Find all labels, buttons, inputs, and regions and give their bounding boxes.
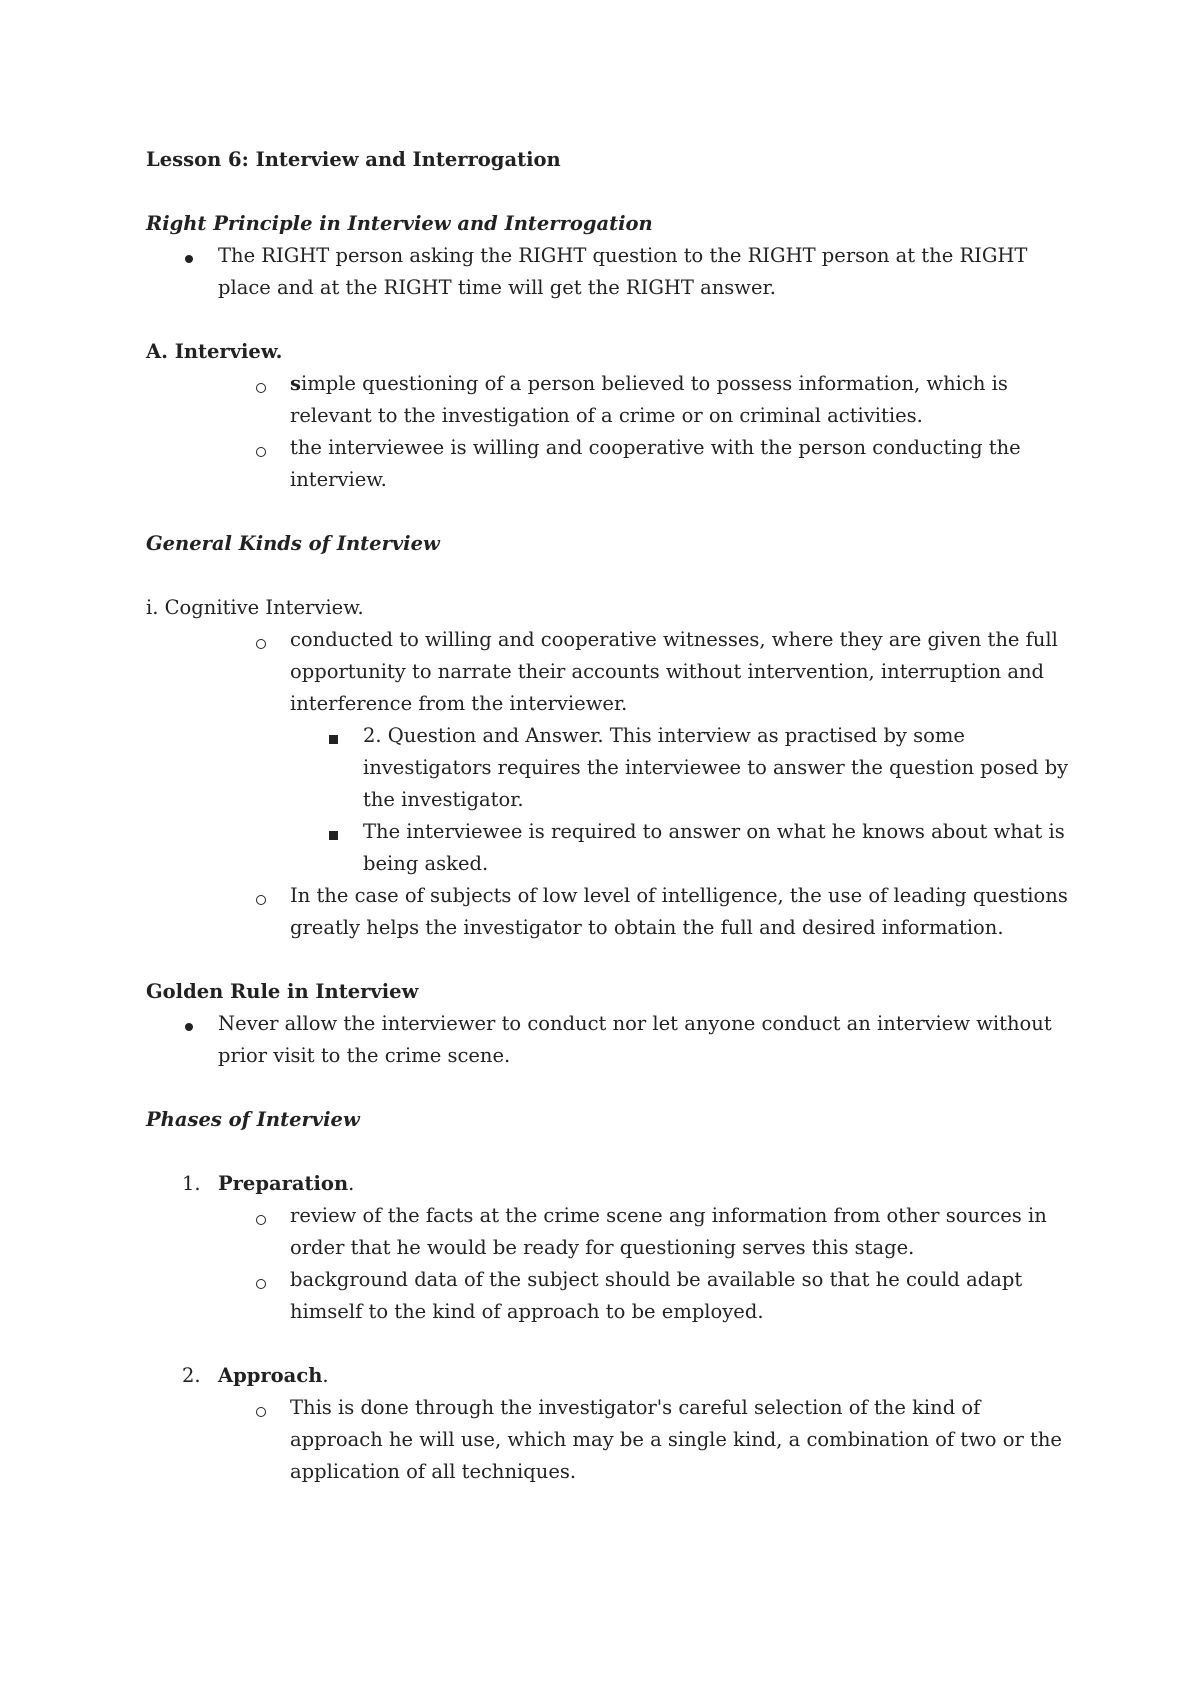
golden-rule-heading: Golden Rule in Interview bbox=[146, 980, 419, 1003]
interview-item-line: interview. bbox=[290, 468, 387, 491]
interview-item-line: the interviewee is willing and cooperative with the person conducting the bbox=[290, 436, 1021, 459]
phase-title-line bbox=[218, 1360, 329, 1392]
general-kinds-item-line: opportunity to narrate their accounts without intervention, interruption and bbox=[290, 660, 1044, 683]
bullet-circle-icon bbox=[256, 1279, 266, 1289]
general-kinds-heading: General Kinds of Interview bbox=[146, 532, 440, 555]
bullet-dot-icon bbox=[185, 1023, 193, 1031]
general-kinds-item-line: conducted to willing and cooperative witnesses, where they are given the full bbox=[290, 628, 1058, 651]
general-kinds-item-line: interference from the interviewer. bbox=[290, 692, 628, 715]
phase-title: Preparation bbox=[218, 1172, 349, 1195]
phase-title-line bbox=[218, 1168, 354, 1200]
general-kinds-subitem-line: being asked. bbox=[363, 852, 489, 875]
bullet-square-icon bbox=[329, 831, 338, 840]
golden-rule-text-line: prior visit to the crime scene. bbox=[218, 1044, 511, 1067]
phase-number: 1. bbox=[182, 1172, 201, 1195]
bullet-circle-icon bbox=[256, 383, 266, 393]
interview-item-line: relevant to the investigation of a crime or on criminal activities. bbox=[290, 404, 923, 427]
phase-title: Approach bbox=[218, 1364, 323, 1387]
first-letter: s bbox=[290, 372, 301, 395]
phase-title-period: . bbox=[322, 1364, 329, 1387]
bullet-circle-icon bbox=[256, 895, 266, 905]
general-kinds-subitem-line: 2. Question and Answer. This interview as practised by some bbox=[363, 724, 965, 747]
bullet-dot-icon bbox=[185, 255, 193, 263]
lesson-title: Lesson 6: Interview and Interrogation bbox=[146, 148, 561, 171]
phase-title-period: . bbox=[348, 1172, 355, 1195]
phase-number: 2. bbox=[182, 1364, 201, 1387]
phase-item-line: background data of the subject should be available so that he could adapt bbox=[290, 1268, 1023, 1291]
right-principle-text-line: place and at the RIGHT time will get the RIGHT answer. bbox=[218, 276, 776, 299]
bullet-circle-icon bbox=[256, 1215, 266, 1225]
general-kinds-item-line: greatly helps the investigator to obtain the full and desired information. bbox=[290, 916, 1004, 939]
interview-item-line bbox=[290, 368, 1008, 400]
bullet-circle-icon bbox=[256, 639, 266, 649]
phase-item-line: himself to the kind of approach to be employed. bbox=[290, 1300, 764, 1323]
golden-rule-text-line: Never allow the interviewer to conduct nor let anyone conduct an interview without bbox=[218, 1012, 1052, 1035]
phase-item-line: review of the facts at the crime scene ang information from other sources in bbox=[290, 1204, 1047, 1227]
general-kinds-item-line: In the case of subjects of low level of intelligence, the use of leading questions bbox=[290, 884, 1068, 907]
phase-item-line: application of all techniques. bbox=[290, 1460, 577, 1483]
bullet-square-icon bbox=[329, 735, 338, 744]
phase-item-line: approach he will use, which may be a single kind, a combination of two or the bbox=[290, 1428, 1062, 1451]
general-kinds-subitem-line: the investigator. bbox=[363, 788, 524, 811]
bullet-circle-icon bbox=[256, 1407, 266, 1417]
interview-heading: A. Interview. bbox=[146, 340, 283, 363]
line-rest: imple questioning of a person believed to possess information, which is bbox=[300, 372, 1008, 395]
phase-item-line: This is done through the investigator's careful selection of the kind of bbox=[290, 1396, 981, 1419]
cognitive-interview-subheading: i. Cognitive Interview. bbox=[146, 596, 364, 619]
right-principle-text-line: The RIGHT person asking the RIGHT question to the RIGHT person at the RIGHT bbox=[218, 244, 1028, 267]
phases-heading: Phases of Interview bbox=[146, 1108, 360, 1131]
general-kinds-subitem-line: The interviewee is required to answer on what he knows about what is bbox=[363, 820, 1065, 843]
bullet-circle-icon bbox=[256, 447, 266, 457]
general-kinds-subitem-line: investigators requires the interviewee to answer the question posed by bbox=[363, 756, 1069, 779]
right-principle-heading: Right Principle in Interview and Interrogation bbox=[146, 212, 653, 235]
phase-item-line: order that he would be ready for questioning serves this stage. bbox=[290, 1236, 915, 1259]
